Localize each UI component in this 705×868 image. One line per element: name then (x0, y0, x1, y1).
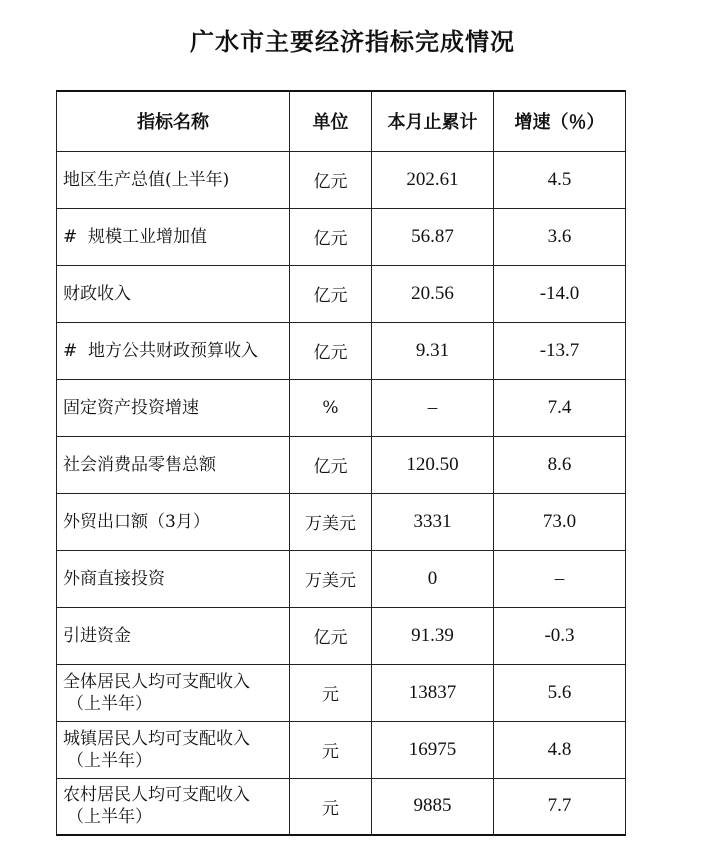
indicator-name (57, 151, 290, 208)
indicator-unit: 亿元 (290, 208, 372, 265)
indicator-name-line: 社会消费品零售总额 (63, 454, 216, 475)
table-header-row (57, 91, 626, 151)
indicator-unit: % (290, 379, 372, 436)
indicator-name-line: # 规模工业增加值 (63, 226, 208, 247)
indicator-name (57, 379, 290, 436)
indicator-unit: 亿元 (290, 265, 372, 322)
header-growth-rate: 增速（％） (494, 91, 626, 151)
table-row (57, 322, 626, 379)
indicator-name-line: 城镇居民人均可支配收入 (63, 728, 250, 749)
indicator-value: 20.56 (372, 265, 494, 322)
indicator-unit: 万美元 (290, 550, 372, 607)
indicator-unit: 亿元 (290, 151, 372, 208)
indicator-rate: – (494, 550, 626, 607)
indicator-name (57, 721, 290, 778)
indicator-name (57, 436, 290, 493)
indicator-value: 56.87 (372, 208, 494, 265)
indicator-name-line: 全体居民人均可支配收入 (63, 671, 250, 692)
indicator-value: 16975 (372, 721, 494, 778)
indicator-unit: 元 (290, 664, 372, 721)
table-row (57, 721, 626, 778)
indicator-value: 9.31 (372, 322, 494, 379)
indicator-unit: 元 (290, 778, 372, 835)
table-row (57, 379, 626, 436)
indicator-value: 13837 (372, 664, 494, 721)
table-row (57, 265, 626, 322)
indicator-unit: 元 (290, 721, 372, 778)
indicator-value: – (372, 379, 494, 436)
indicator-value: 120.50 (372, 436, 494, 493)
indicator-unit: 亿元 (290, 436, 372, 493)
indicator-rate: 5.6 (494, 664, 626, 721)
table-row (57, 493, 626, 550)
indicator-name (57, 322, 290, 379)
indicator-name (57, 265, 290, 322)
indicator-rate: 4.5 (494, 151, 626, 208)
table-row (57, 778, 626, 835)
table-row (57, 607, 626, 664)
indicator-unit: 万美元 (290, 493, 372, 550)
indicators-table (56, 90, 626, 836)
indicator-value: 0 (372, 550, 494, 607)
indicator-rate: 73.0 (494, 493, 626, 550)
table-row (57, 550, 626, 607)
indicator-rate: 8.6 (494, 436, 626, 493)
indicator-name-line: 引进资金 (63, 625, 131, 646)
indicator-value: 3331 (372, 493, 494, 550)
indicator-value: 9885 (372, 778, 494, 835)
indicator-unit: 亿元 (290, 607, 372, 664)
indicator-name-line: 财政收入 (63, 283, 131, 304)
indicator-name-line: 固定资产投资增速 (63, 397, 199, 418)
indicator-name (57, 607, 290, 664)
indicator-rate: 7.7 (494, 778, 626, 835)
indicator-value: 202.61 (372, 151, 494, 208)
indicator-name-line: # 地方公共财政预算收入 (63, 340, 259, 361)
indicator-rate: 3.6 (494, 208, 626, 265)
indicator-name (57, 208, 290, 265)
indicator-rate: 4.8 (494, 721, 626, 778)
indicator-name (57, 550, 290, 607)
indicator-name-line: 地区生产总值(上半年) (63, 169, 230, 190)
indicator-unit: 亿元 (290, 322, 372, 379)
indicator-rate: -13.7 (494, 322, 626, 379)
table-row (57, 436, 626, 493)
indicator-name-line: 农村居民人均可支配收入 (63, 785, 250, 806)
page-title: 广水市主要经济指标完成情况 (190, 27, 515, 56)
header-indicator-name: 指标名称 (57, 91, 290, 151)
indicator-rate: -0.3 (494, 607, 626, 664)
indicator-name-line: 外商直接投资 (63, 568, 165, 589)
indicator-rate: 7.4 (494, 379, 626, 436)
table-row (57, 664, 626, 721)
indicator-value: 91.39 (372, 607, 494, 664)
indicator-name-subline: （上半年） (67, 750, 152, 771)
table-row (57, 151, 626, 208)
indicator-name-line: 外贸出口额（3月） (63, 511, 210, 532)
indicator-name-subline: （上半年） (67, 807, 152, 828)
table-row (57, 208, 626, 265)
indicator-name (57, 778, 290, 835)
indicator-rate: -14.0 (494, 265, 626, 322)
indicator-name-subline: （上半年） (67, 693, 152, 714)
header-cumulative: 本月止累计 (372, 91, 494, 151)
indicator-name (57, 664, 290, 721)
indicator-name (57, 493, 290, 550)
header-unit: 单位 (290, 91, 372, 151)
